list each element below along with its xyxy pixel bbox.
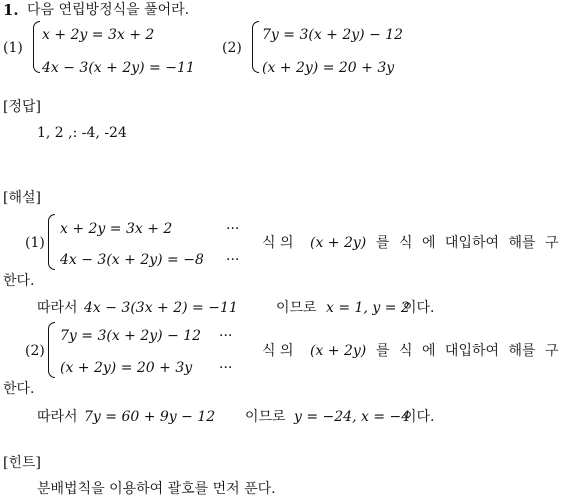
part2-equation-1: 7y = 3(x + 2y) − 12: [262, 27, 404, 43]
explanation-part1-equation-2: 4x − 3(x + 2y) = −8: [60, 252, 204, 268]
explanation-part1-conclusion-a: 따라서: [37, 300, 78, 316]
explanation-part1-dots-2: ···: [226, 252, 240, 268]
problem-instruction: 다음 연립방정식을 풀어라.: [27, 2, 190, 18]
part2-brace: [252, 21, 259, 73]
explanation-part1-label: (1): [25, 235, 45, 251]
explanation-part2-label: (2): [25, 343, 45, 359]
hint-text: 분배법칙을 이용하여 괄호를 먼저 푼다.: [37, 481, 276, 497]
explanation-part1-dots-1: ···: [226, 221, 240, 237]
explanation-part1-conclusion-result: x = 1, y = 2: [326, 300, 410, 316]
answer-text: 1, 2 ,: -4, -24: [37, 125, 127, 141]
explanation-part2-conclusion-b: 이므로: [245, 409, 286, 425]
explanation-part1-side-math: (x + 2y): [310, 235, 367, 251]
explanation-part2-dots-1: ···: [219, 328, 233, 344]
explanation-part2-side-text-a: 식 의: [262, 343, 294, 359]
explanation-part2-dots-2: ···: [219, 360, 233, 376]
explanation-part2-brace: [48, 322, 55, 378]
explanation-part2-conclusion-a: 따라서: [37, 409, 78, 425]
problem-number: 1.: [3, 1, 19, 19]
explanation-part2-side-text-b: 를 식 에 대입하여 해를 구: [376, 343, 559, 359]
explanation-part2-conclusion-c: 이다.: [403, 409, 435, 425]
part2-equation-2: (x + 2y) = 20 + 3y: [262, 60, 395, 76]
part1-equation-2: 4x − 3(x + 2y) = −11: [42, 60, 195, 76]
explanation-part1-conclusion-b: 이므로: [276, 300, 317, 316]
explanation-part2-equation-1: 7y = 3(x + 2y) − 12: [60, 328, 202, 344]
explanation-part1-conclusion-math: 4x − 3(3x + 2) = −11: [84, 300, 238, 316]
explanation-part2-wrap: 한다.: [3, 381, 35, 397]
explanation-part2-side-math: (x + 2y): [310, 343, 367, 359]
explanation-part2-equation-2: (x + 2y) = 20 + 3y: [60, 360, 193, 376]
explanation-heading: [해설]: [3, 190, 41, 206]
part1-equation-1: x + 2y = 3x + 2: [42, 27, 155, 43]
answer-heading: [정답]: [3, 99, 41, 115]
explanation-part1-side-text-a: 식 의: [262, 235, 294, 251]
part2-label: (2): [222, 40, 242, 56]
part1-brace: [33, 21, 40, 73]
explanation-part1-side-text-b: 를 식 에 대입하여 해를 구: [376, 235, 559, 251]
explanation-part1-brace: [48, 214, 55, 270]
hint-heading: [힌트]: [3, 455, 41, 471]
explanation-part1-wrap: 한다.: [3, 273, 35, 289]
explanation-part2-conclusion-result: y = −24, x = −4: [294, 409, 411, 425]
explanation-part1-conclusion-c: 이다.: [403, 300, 435, 316]
part1-label: (1): [3, 40, 23, 56]
explanation-part2-conclusion-math: 7y = 60 + 9y − 12: [84, 409, 216, 425]
explanation-part1-equation-1: x + 2y = 3x + 2: [60, 221, 173, 237]
